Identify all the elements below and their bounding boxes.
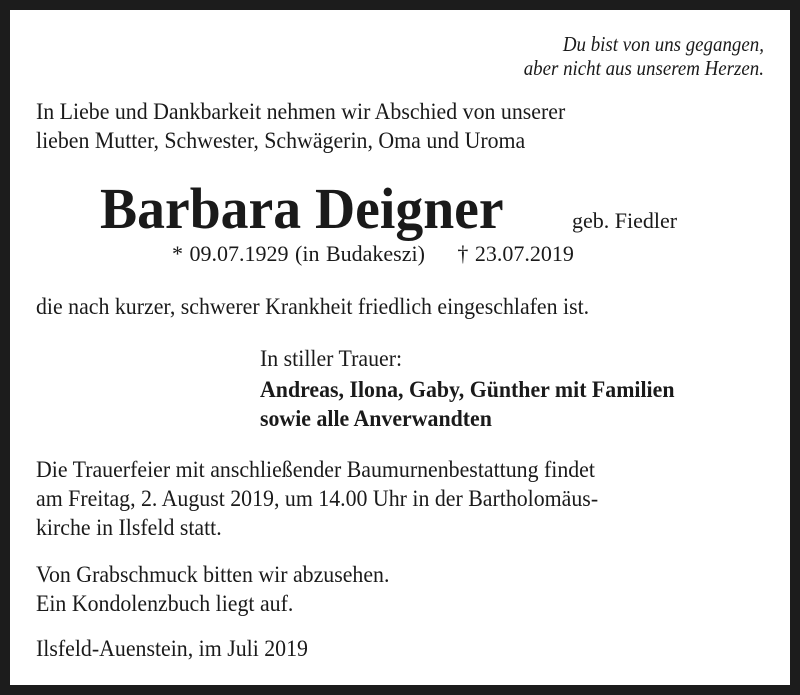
motto-line: Du bist von uns gegangen, (562, 32, 764, 56)
life-dates (172, 243, 574, 265)
intro-line: lieben Mutter, Schwester, Schwägerin, Oma und Uroma (36, 128, 526, 154)
intro-line: In Liebe und Dankbarkeit nehmen wir Abschied von unserer (36, 99, 566, 125)
funeral-line: Die Trauerfeier mit anschließender Baumurnenbestattung findet (36, 457, 595, 483)
funeral-line: am Freitag, 2. August 2019, um 14.00 Uhr in der Bartholomäus- (36, 486, 599, 512)
mourners-label: In stiller Trauer: (260, 346, 403, 372)
notes (36, 561, 389, 619)
birth-name: geb. Fiedler (572, 208, 678, 233)
mourners (260, 345, 674, 434)
mourners-line: sowie alle Anverwandten (260, 406, 492, 432)
notes-line: Von Grabschmuck bitten wir abzusehen. (36, 562, 390, 588)
intro-text (36, 98, 565, 156)
motto (524, 32, 764, 80)
motto-line: aber nicht aus unserem Herzen. (523, 56, 764, 80)
life-dates-text: * 09.07.1929 (in Budakeszi) † 23.07.2019 (172, 241, 574, 266)
mourners-line: Andreas, Ilona, Gaby, Günther mit Familien (260, 377, 675, 403)
deceased-name: Barbara Deigner (100, 176, 504, 241)
funeral-info (36, 456, 598, 543)
notes-line: Ein Kondolenzbuch liegt auf. (36, 591, 294, 617)
place-date: Ilsfeld-Auenstein, im Juli 2019 (36, 636, 308, 662)
funeral-line: kirche in Ilsfeld statt. (36, 515, 222, 541)
obituary-card (10, 10, 790, 685)
passing-text: die nach kurzer, schwerer Krankheit friedlich eingeschlafen ist. (36, 294, 590, 320)
